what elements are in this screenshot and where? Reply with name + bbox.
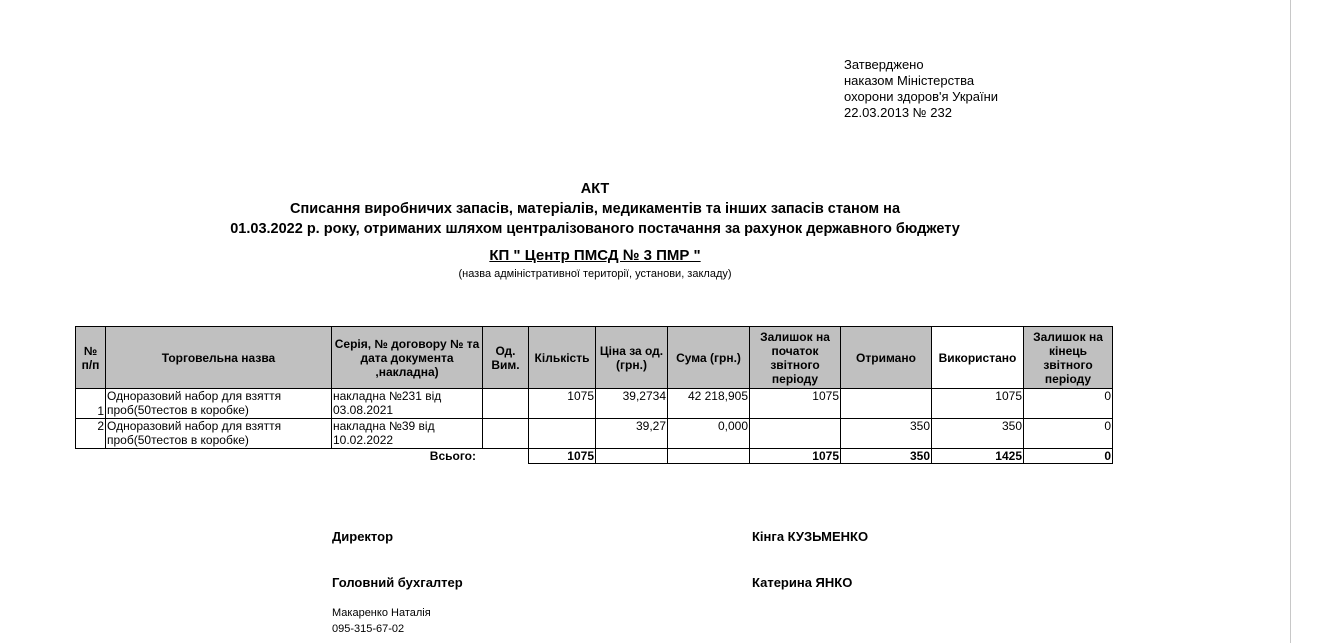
director-name: Кінга КУЗЬМЕНКО [752,529,869,544]
organization-name: КП " Центр ПМСД № 3 ПМР " [489,247,701,264]
header-qty: Кількість [529,327,596,389]
approval-line: Затверджено [844,57,924,72]
accountant-name: Катерина ЯНКО [752,575,853,590]
total-received: 350 [841,449,932,464]
header-start: Залишок на початок звітного періоду [750,327,841,389]
approval-line: охорони здоров'я України [844,89,999,104]
row-price: 39,2734 [596,389,668,419]
row-unit [483,419,529,449]
header-no: № п/п [76,327,106,389]
row-end: 0 [1024,389,1113,419]
row-series: накладна №231 від 03.08.2021 [332,389,483,419]
row-end: 0 [1024,419,1113,449]
row-start [750,419,841,449]
table-total-row [76,449,1113,464]
organization-note: (назва адміністративної території, установи, закладу) [458,268,732,280]
total-used: 1425 [932,449,1024,464]
row-qty: 1075 [529,389,596,419]
organization [0,247,1190,265]
row-series: накладна №39 від 10.02.2022 [332,419,483,449]
approval-line: 22.03.2013 № 232 [844,105,952,120]
header-unit: Од. Вим. [483,327,529,389]
header-series: Серія, № договору № та дата документа ,накладна) [332,327,483,389]
header-end: Залишок на кінець звітного періоду [1024,327,1113,389]
total-start: 1075 [750,449,841,464]
total-qty: 1075 [529,449,596,464]
writeoff-table [75,326,1113,464]
row-start: 1075 [750,389,841,419]
row-received: 350 [841,419,932,449]
row-no: 2 [76,419,106,449]
table-header-row [76,327,1113,389]
header-price: Ціна за од. (грн.) [596,327,668,389]
executor-phone: 095-315-67-02 [332,623,405,635]
title-line-1: Списання виробничих запасів, матеріалів, медикаментів та інших запасів станом на [289,201,901,217]
row-unit [483,389,529,419]
director-title: Директор [332,529,394,544]
header-name: Торговельна назва [106,327,332,389]
document-title [0,179,1190,239]
row-sum: 42 218,905 [668,389,750,419]
header-received: Отримано [841,327,932,389]
table-row [76,389,1113,419]
row-used: 350 [932,419,1024,449]
row-qty [529,419,596,449]
row-received [841,389,932,419]
total-price [596,449,668,464]
total-spacer [76,449,106,464]
row-price: 39,27 [596,419,668,449]
table-row [76,419,1113,449]
row-sum: 0,000 [668,419,750,449]
row-name: Одноразовий набор для взяття проб(50тестов в коробке) [106,389,332,419]
act-heading: АКТ [580,181,610,197]
executor-name: Макаренко Наталія [332,607,431,619]
approval-stamp [844,57,998,121]
row-no: 1 [76,389,106,419]
approval-line: наказом Міністерства [844,73,975,88]
page-edge-line [1290,0,1291,643]
title-line-2: 01.03.2022 р. року, отриманих шляхом централізованого постачання за рахунок державного бюджету [230,221,960,237]
header-sum: Сума (грн.) [668,327,750,389]
total-label: Всього: [429,449,476,463]
row-used: 1075 [932,389,1024,419]
header-used: Використано [932,327,1024,389]
row-name: Одноразовий набор для взяття проб(50тестов в коробке) [106,419,332,449]
total-end: 0 [1024,449,1113,464]
accountant-title: Головний бухгалтер [332,575,463,590]
total-sum [668,449,750,464]
